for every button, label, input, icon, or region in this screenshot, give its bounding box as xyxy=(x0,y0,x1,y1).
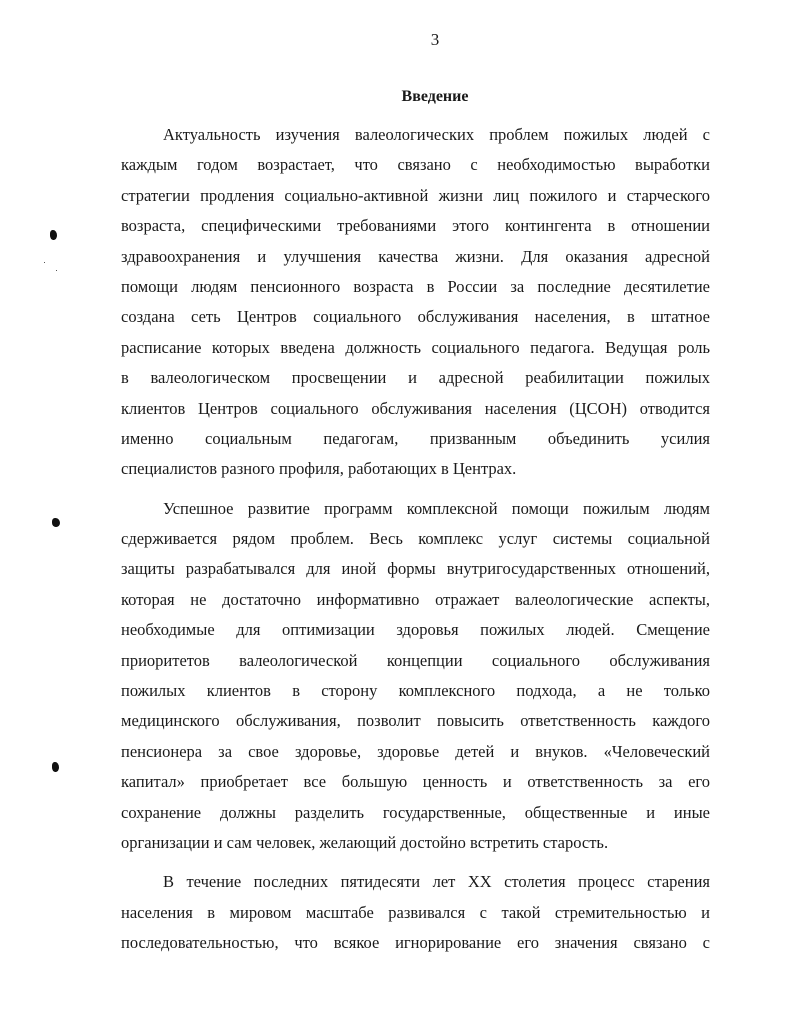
text-line: сохранение должны разделить государственные, общественные и иные xyxy=(121,802,710,822)
paragraph-3 xyxy=(121,867,710,958)
paragraph-2 xyxy=(121,494,710,859)
text-line: капитал» приобретает все большую ценность и ответственность за его xyxy=(121,772,710,792)
scan-mark xyxy=(50,230,57,240)
scan-speck xyxy=(56,270,57,271)
text-line: необходимые для оптимизации здоровья пожилых людей. Смещение xyxy=(121,620,710,640)
scan-speck xyxy=(44,262,45,263)
text-line: создана сеть Центров социального обслуживания населения, в штатное xyxy=(121,307,710,327)
text-line: Успешное развитие программ комплексной помощи пожилым людям xyxy=(163,498,710,518)
text-line: Актуальность изучения валеологических проблем пожилых людей с xyxy=(163,125,710,144)
text-line: приоритетов валеологической концепции социального обслуживания xyxy=(121,650,710,670)
text-line: последовательностью, что всякое игнорирование его значения связано с xyxy=(121,933,710,953)
text-line: сдерживается рядом проблем. Весь комплекс услуг системы социальной xyxy=(121,529,710,549)
text-line: защиты разрабатывался для иной формы внутригосударственных отношений, xyxy=(121,559,710,579)
text-line: пенсионера за свое здоровье, здоровье детей и внуков. «Человеческий xyxy=(121,741,710,761)
scan-mark xyxy=(52,762,59,772)
text-line: стратегии продления социально-активной жизни лиц пожилого и старческого xyxy=(121,185,710,205)
text-line: в валеологическом просвещении и адресной реабилитации пожилых xyxy=(121,368,710,388)
text-line: организации и сам человек, желающий достойно встретить старость. xyxy=(121,832,609,852)
text-line: каждым годом возрастает, что связано с необходимостью выработки xyxy=(121,155,710,175)
text-line: медицинского обслуживания, позволит повысить ответственность каждого xyxy=(121,711,710,731)
text-line: В течение последних пятидесяти лет XX столетия процесс старения xyxy=(163,872,710,892)
text-line: помощи людям пенсионного возраста в России за последние десятилетие xyxy=(121,276,710,296)
text-line: пожилых клиентов в сторону комплексного подхода, а не только xyxy=(121,681,710,701)
text-line: возраста, специфическими требованиями этого контингента в отношении xyxy=(121,216,710,236)
page-title: Введение xyxy=(401,88,469,105)
paragraph-1 xyxy=(121,120,710,485)
text-line: именно социальным педагогам, призванным объединить усилия xyxy=(121,428,710,448)
text-line: расписание которых введена должность социального педагога. Ведущая роль xyxy=(121,337,710,357)
text-line: клиентов Центров социального обслуживания населения (ЦСОН) отводится xyxy=(121,398,710,418)
text-line: здравоохранения и улучшения качества жизни. Для оказания адресной xyxy=(121,246,710,266)
document-body xyxy=(121,120,710,959)
text-line: населения в мировом масштабе развивался с такой стремительностью и xyxy=(121,902,710,922)
page-number: 3 xyxy=(430,30,440,49)
text-line: специалистов разного профиля, работающих в Центрах. xyxy=(121,459,517,479)
scan-mark xyxy=(52,518,60,527)
text-line: которая не достаточно информативно отражает валеологические аспекты, xyxy=(121,589,710,609)
